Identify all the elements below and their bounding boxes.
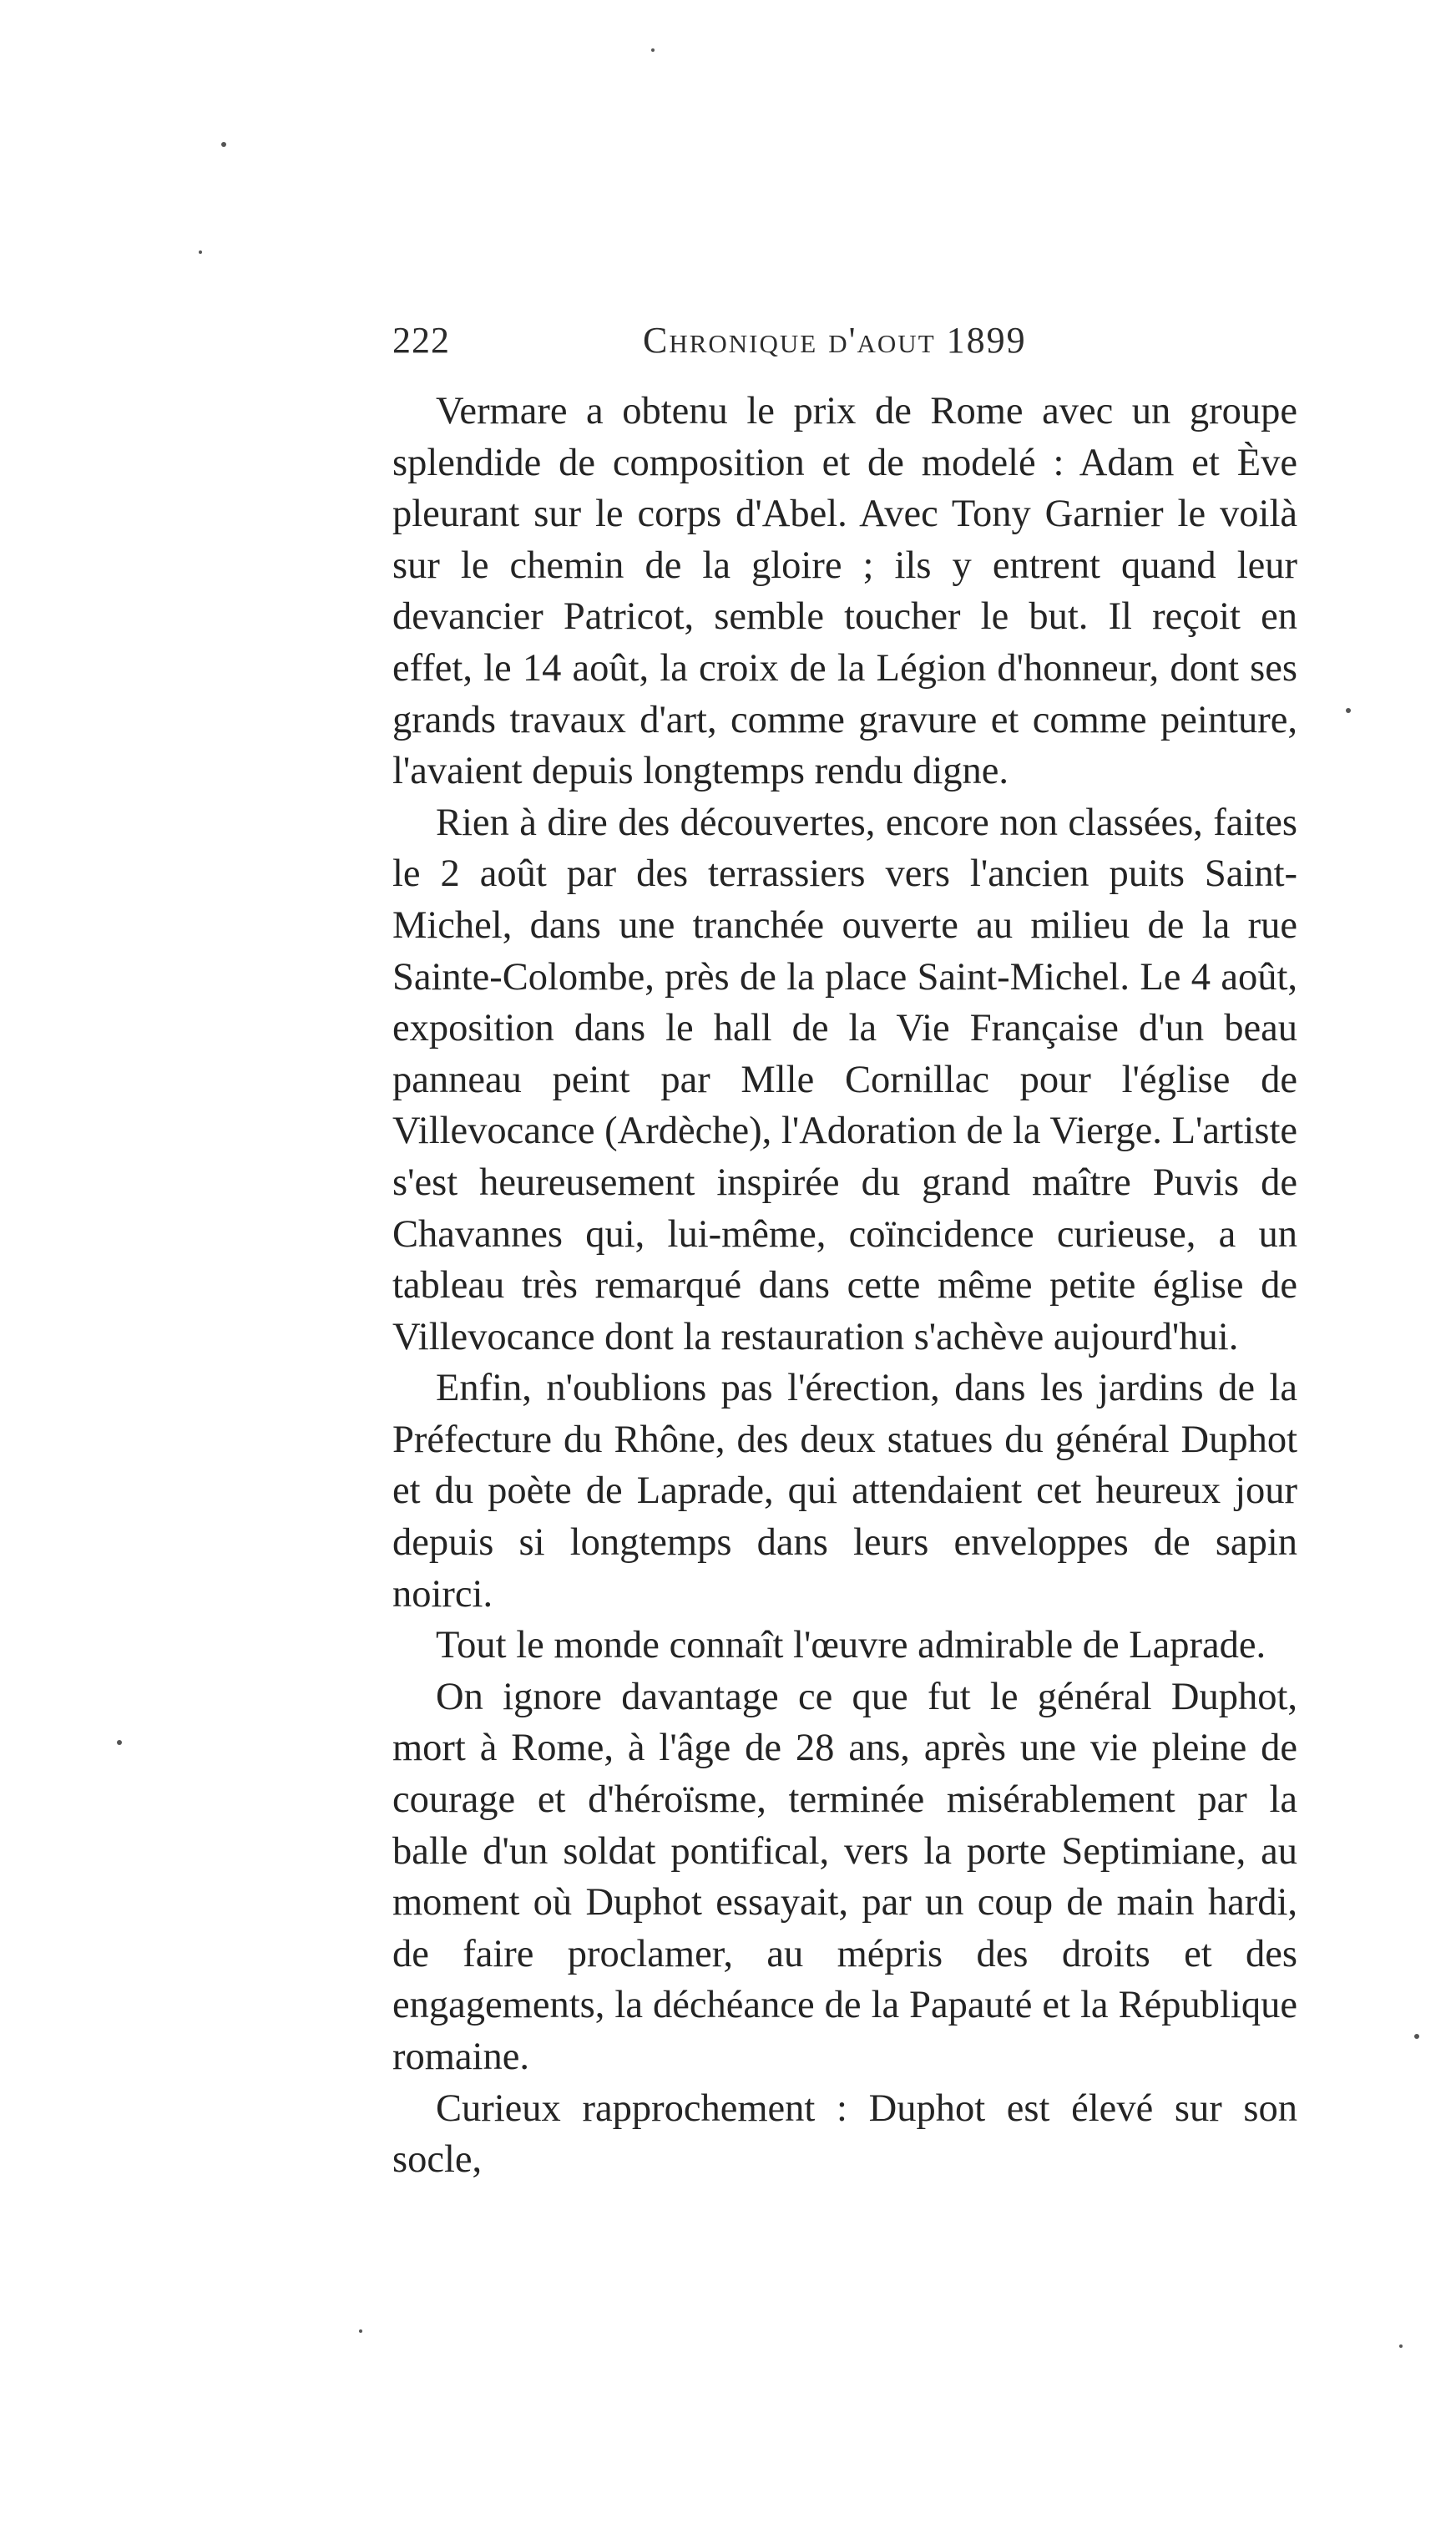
scan-speck [359, 2329, 362, 2333]
page-number: 222 [392, 320, 450, 361]
paragraph-laprade: Tout le monde connaît l'œuvre admirable de Laprade. [436, 1624, 1266, 1667]
scan-speck [651, 48, 655, 52]
paragraph-statues: Enfin, n'oublions pas l'érection, dans les jardins de la Préfecture du Rhône, des deux statues du général Duphot et du poète de Laprade, qui attendaient cet heureux jour depuis si longtemps dans leurs enveloppes de sapin noirci. [392, 1367, 1297, 1616]
scan-speck [221, 142, 226, 147]
scan-speck [199, 250, 202, 254]
scan-speck [117, 1740, 122, 1745]
paragraph-decouvertes: Rien à dire des découvertes, encore non classées, faites le 2 août par des terrassiers vers l'ancien puits Saint-Michel, dans une tranchée ouverte au milieu de la rue Sainte-Colombe, près de la place Saint-Michel. Le 4 août, exposition dans le hall de la Vie Française d'un beau panneau peint par Mlle Cornillac pour l'église de Villevocance (Ardèche), l'Adoration de la Vierge. L'artiste s'est heureusement inspirée du grand maître Puvis de Chavannes qui, lui-même, coïncidence curieuse, a un tableau très remarqué dans cette même petite église de Villevocance dont la restauration s'achève aujourd'hui. [392, 801, 1297, 1358]
scan-speck [1346, 708, 1351, 713]
paragraph-rapprochement: Curieux rapprochement : Duphot est élevé sur son socle, [392, 2086, 1297, 2182]
page-heading: Chronique d'aout 1899 [643, 320, 1027, 361]
paragraph-vermare: Vermare a obtenu le prix de Rome avec un groupe splendide de composition et de modelé : Adam et Ève pleurant sur le corps d'Abel. Avec Tony Garnier le voilà sur le chemin de la gloire ; ils y entrent quand leur devancier Patricot, semble toucher le but. Il reçoit en effet, le 14 août, la croix de la Légion d'honneur, dont ses grands travaux d'art, comme gravure et comme peinture, l'avaient depuis longtemps rendu digne. [392, 390, 1297, 793]
running-head [392, 319, 1297, 369]
paragraph-duphot: On ignore davantage ce que fut le général Duphot, mort à Rome, à l'âge de 28 ans, après une vie pleine de courage et d'héroïsme, terminée misérablement par la balle d'un soldat pontifical, vers la porte Septimiane, au moment où Duphot essayait, par un coup de main hardi, de faire proclamer, au mépris des droits et des engagements, la déchéance de la Papauté et la République romaine. [392, 1675, 1297, 2078]
scan-speck [1414, 2034, 1419, 2039]
scan-speck [1399, 2344, 1403, 2348]
body-text [392, 386, 1297, 2186]
